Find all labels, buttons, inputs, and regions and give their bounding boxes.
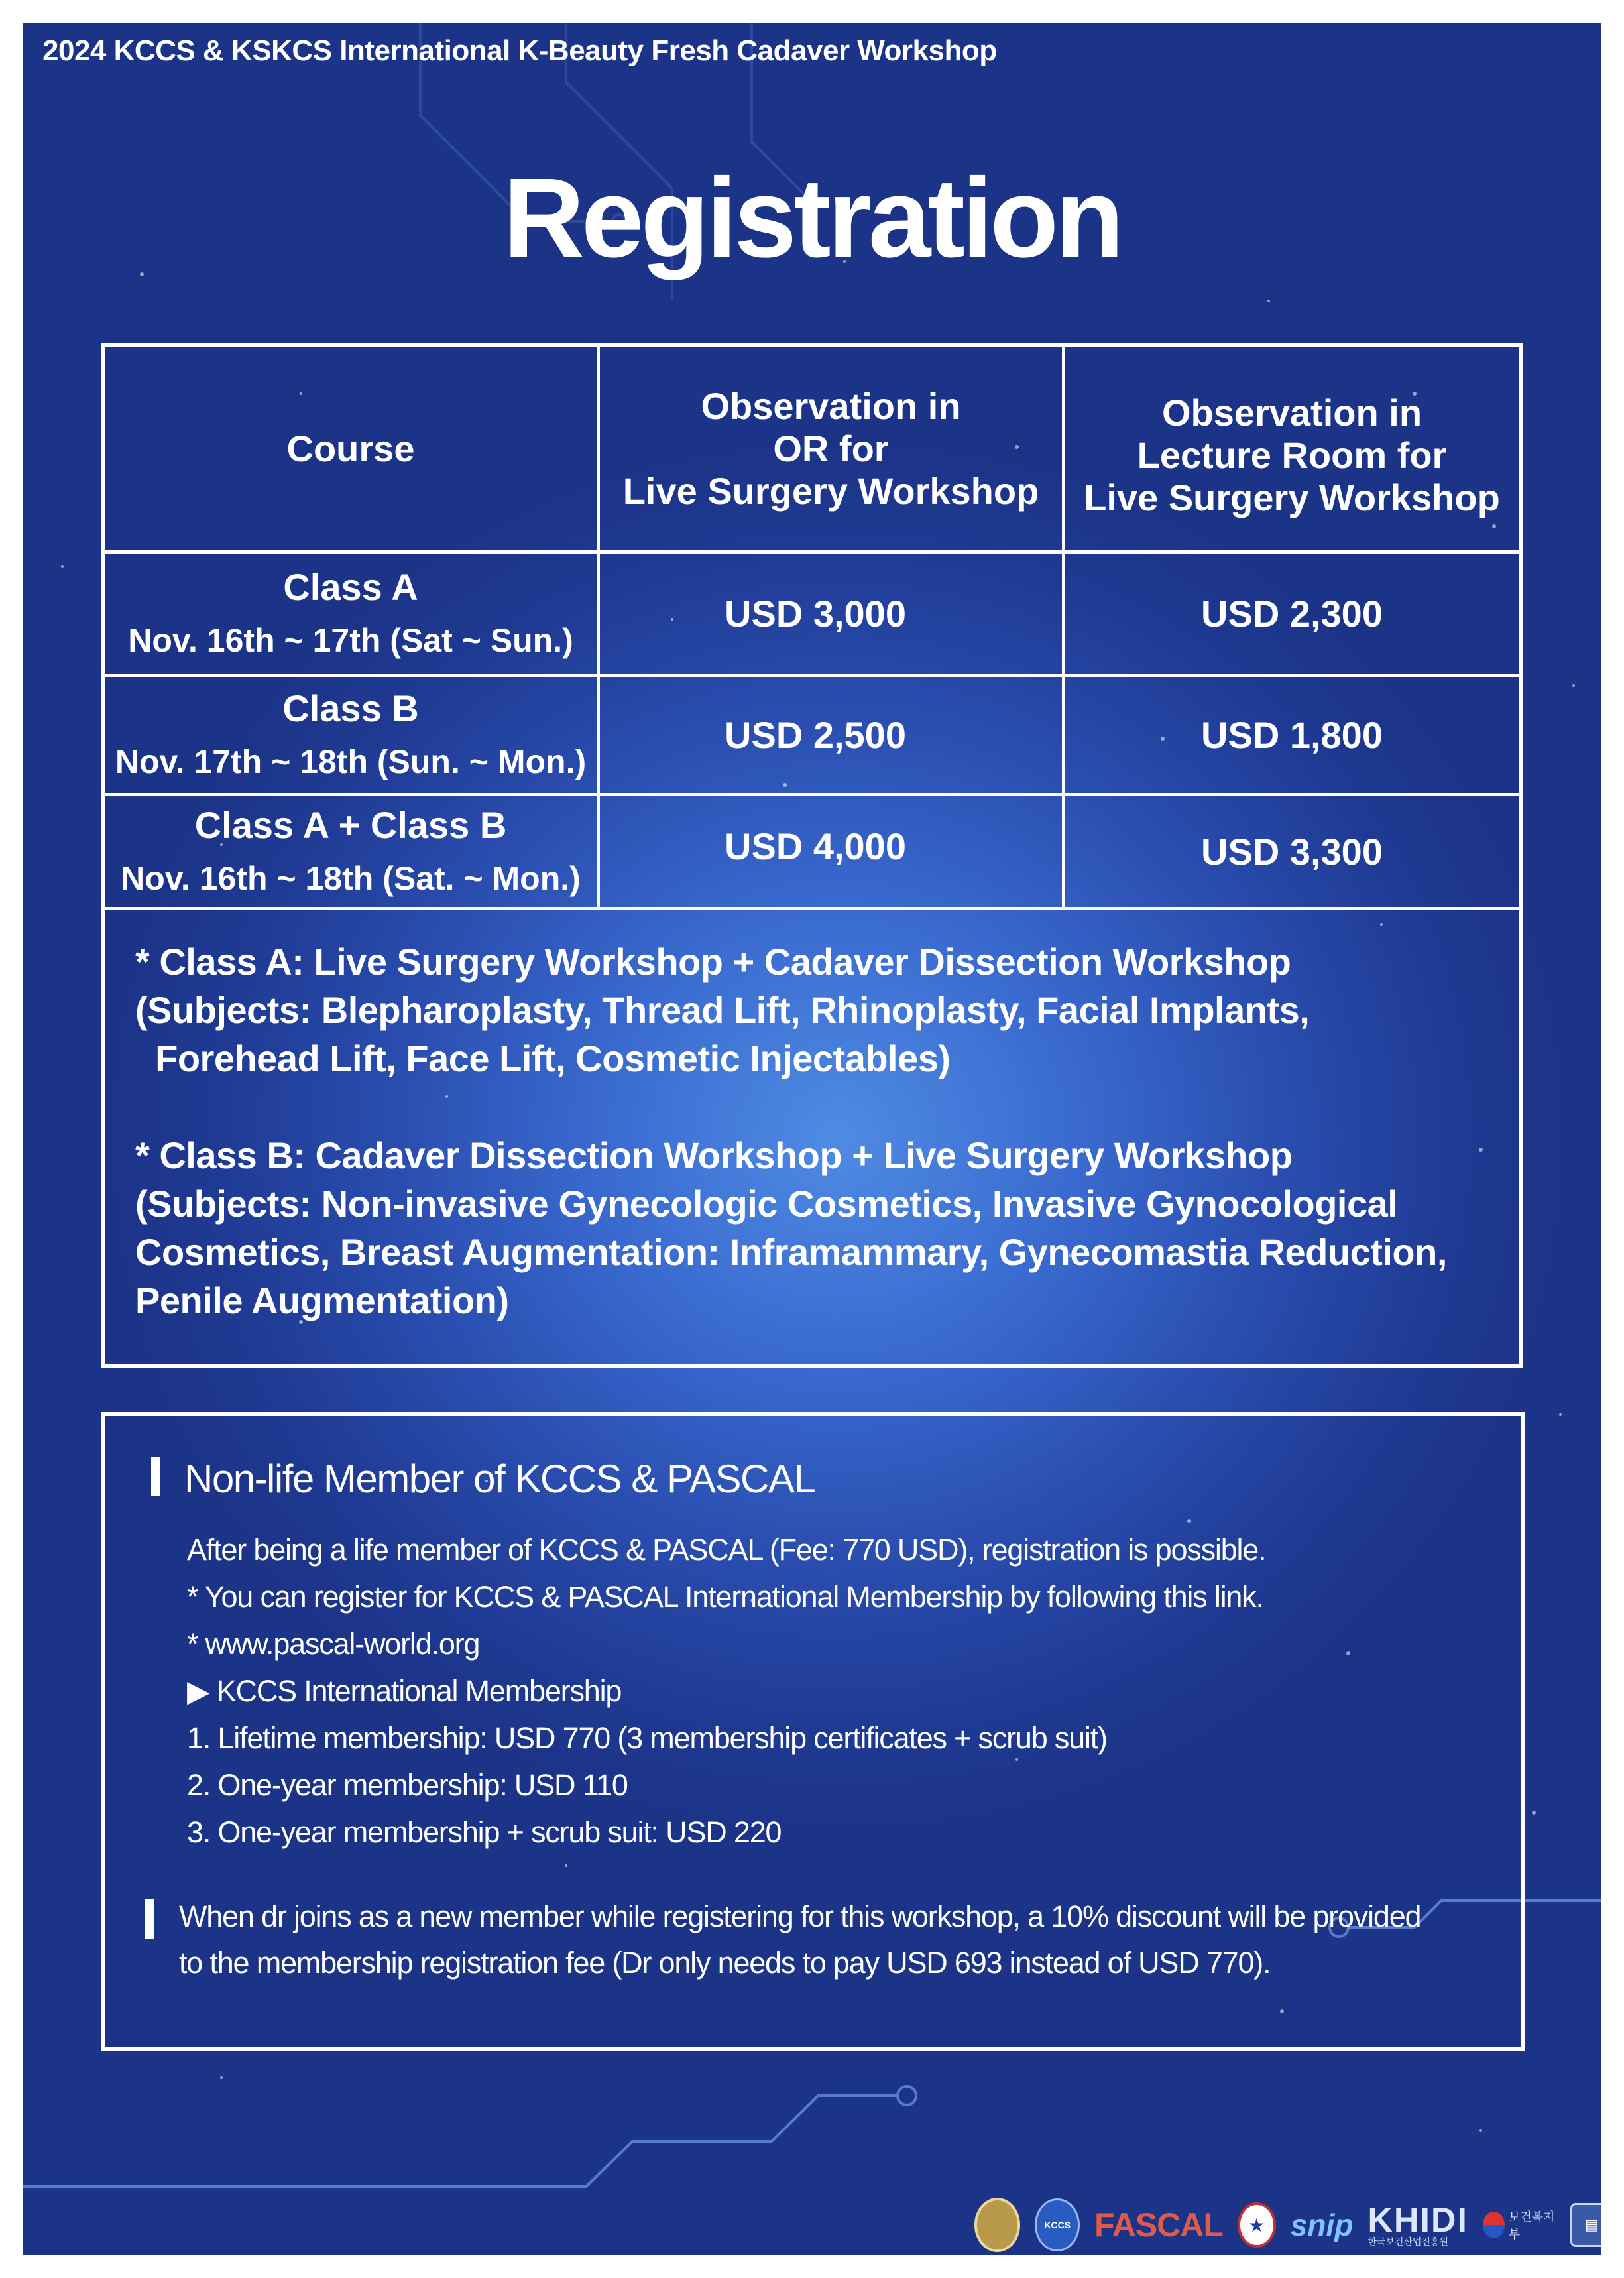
khidi-logo: KHIDI 한국보건산업진흥원	[1367, 2201, 1468, 2248]
table-row-class-b	[105, 677, 597, 793]
discount-line: When dr joins as a new member while registering for this workshop, a 10% discount will be provided	[179, 1899, 1421, 1933]
price-lecture: USD 1,800	[1201, 714, 1383, 756]
note-line: (Subjects: Blepharoplasty, Thread Lift, Rhinoplasty, Facial Implants,	[135, 989, 1310, 1031]
discount-note	[179, 1893, 1421, 1986]
ministry-logo: 보건복지부	[1483, 2208, 1556, 2242]
column-header-course: Course	[286, 428, 415, 469]
note-line: Penile Augmentation)	[135, 1280, 509, 1321]
class-notes	[135, 937, 1487, 1325]
class-name: Class B	[282, 687, 419, 729]
university-seal-icon: ▤	[1570, 2203, 1601, 2247]
class-name: Class A	[283, 566, 418, 608]
membership-line: 1. Lifetime membership: USD 770 (3 membership certificates + scrub suit)	[187, 1721, 1107, 1755]
table-row-class-ab	[105, 796, 597, 907]
note-line: (Subjects: Non-invasive Gynecologic Cosmetics, Invasive Gynocological	[135, 1183, 1398, 1225]
section-bar	[151, 1457, 160, 1496]
price-or: USD 2,500	[725, 714, 906, 756]
class-dates: Nov. 17th ~ 18th (Sun. ~ Mon.)	[115, 743, 587, 780]
table-divider	[105, 907, 1519, 910]
discount-line: to the membership registration fee (Dr only needs to pay USD 693 instead of USD 770).	[179, 1946, 1271, 1980]
snip-logo: snip	[1290, 2208, 1354, 2242]
membership-details	[187, 1526, 1265, 1856]
price-or: USD 3,000	[725, 593, 906, 634]
column-header-lecture-observation: Observation in Lecture Room for Live Surgery Workshop	[1084, 392, 1500, 518]
sponsor-logos	[974, 2185, 1601, 2255]
ministry-emblem-icon	[1483, 2212, 1505, 2238]
section-bar	[145, 1899, 154, 1939]
membership-line: 3. One-year membership + scrub suit: USD 220	[187, 1815, 782, 1849]
note-line: Cosmetics, Breast Augmentation: Inframammary, Gynecomastia Reduction,	[135, 1231, 1447, 1273]
membership-line: 2. One-year membership: USD 110	[187, 1768, 628, 1802]
membership-line: After being a life member of KCCS & PASCAL (Fee: 770 USD), registration is possible.	[187, 1533, 1266, 1567]
table-row-class-a	[105, 554, 597, 674]
column-header-or-observation: Observation in OR for Live Surgery Workshop	[622, 385, 1039, 512]
registration-table	[101, 343, 1523, 1368]
society-seal-icon	[974, 2198, 1020, 2252]
membership-link[interactable]: * www.pascal-world.org	[187, 1627, 480, 1661]
association-seal-icon: ★	[1238, 2202, 1276, 2248]
class-dates: Nov. 16th ~ 17th (Sat ~ Sun.)	[128, 621, 573, 659]
membership-title: Non-life Member of KCCS & PASCAL	[184, 1457, 815, 1501]
note-line: * Class A: Live Surgery Workshop + Cadaver Dissection Workshop	[135, 941, 1291, 983]
note-line: Forehead Lift, Face Lift, Cosmetic Injectables)	[135, 1038, 951, 1079]
class-dates: Nov. 16th ~ 18th (Sat. ~ Mon.)	[121, 859, 581, 897]
poster	[23, 23, 1601, 2255]
event-title: 2024 KCCS & KSKCS International K-Beauty Fresh Cadaver Workshop	[42, 34, 997, 67]
price-lecture: USD 3,300	[1201, 831, 1383, 872]
membership-line: ▶ KCCS International Membership	[187, 1674, 622, 1708]
class-name: Class A + Class B	[194, 804, 507, 846]
page-title: Registration	[503, 155, 1121, 281]
membership-section	[101, 1412, 1525, 2051]
price-lecture: USD 2,300	[1201, 593, 1383, 634]
kccs-logo: KCCS	[1035, 2198, 1079, 2251]
price-or: USD 4,000	[725, 825, 906, 867]
membership-line: * You can register for KCCS & PASCAL International Membership by following this link.	[187, 1580, 1263, 1614]
fascal-logo: FASCAL	[1094, 2206, 1223, 2244]
note-line: * Class B: Cadaver Dissection Workshop + Live Surgery Workshop	[135, 1134, 1293, 1176]
